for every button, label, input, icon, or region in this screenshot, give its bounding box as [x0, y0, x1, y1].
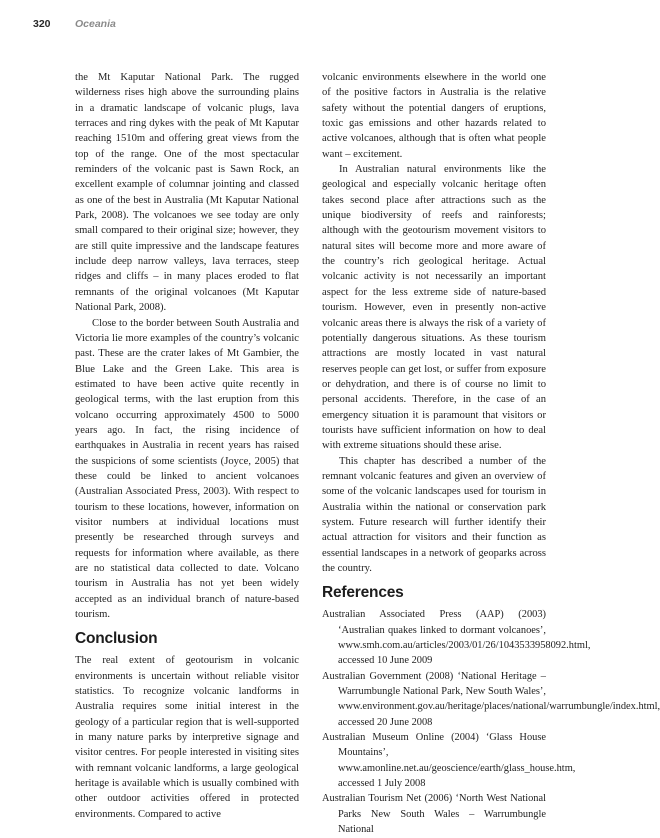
references-heading: References [322, 584, 404, 602]
body-paragraph: The real extent of geotourism in volcanic environments is uncertain without reliable visitor statistics. To recognize volcanic landforms in Australia requires some initial interest in the geology of a particular region that is well-supported in many nature parks by interpretive signage and visitor centres. For people interested in visiting sites with remnant volcanic landforms, a large geological heritage is available which is usually combined with other outdoor activities offered in protected environments. Compared to active [75, 655, 299, 820]
running-title: Oceania [75, 18, 116, 30]
conclusion-heading: Conclusion [75, 630, 158, 648]
body-paragraph: the Mt Kaputar National Park. The rugged wilderness rises high above the surrounding plains in a dramatic landscape of volcanic plugs, lava terraces and ring dykes with the peak of Mt Kaputar reaching 1510m and offering great views from the top of the range. One of the most spectacular reminders of the volcanic past is Sawn Rock, an excellent example of columnar jointing and classed as one of the best in Australia (Mt Kaputar National Park, 2008). The volcanoes we see today are only small compared to their original size; however, they are still quite impressive and the landscape features include deep narrow valleys, lava terraces, steep ridges and cliffs – in many places eroded to flat remnants of the original volcanoes (Mt Kaputar National Park, 2008). [75, 72, 299, 314]
right-column [322, 70, 660, 838]
body-paragraph: volcanic environments elsewhere in the world one of the positive factors in Australia is the relative safety without the potential dangers of eruptions, toxic gas emissions and other hazards related to active volcanoes, although that is often what people want – excitement. [322, 72, 546, 160]
body-paragraph: Close to the border between South Australia and Victoria lie more examples of the country’s volcanic past. These are the crater lakes of Mt Gambier, the Blue Lake and the Green Lake. This area is estimated to have been active quite recently in geological terms, with the last eruption from this volcano occurring approximately 4500 to 5000 years ago. In fact, the rising incidence of earthquakes in Australia in recent years has raised the suspicions of some scientists (Joyce, 2005) that these could be linked to ancient volcanoes (Australian Associated Press, 2003). With respect to tourism to these locations, however, information on visitor numbers at individual locations must presently be researched through surveys and requests for information where available, as there are no statistical data collected to date. Volcano tourism in Australia has not yet been widely accepted as an individual branch of nature-based tourism. [75, 317, 299, 621]
left-column [75, 70, 299, 822]
body-paragraph: This chapter has described a number of the remnant volcanic features and given an overview of some of the volcanic landscapes used for tourism in Australia within the national or conservation park system. Future research will further identify their actual attraction for visitors and their function as essential landscapes in a network of geoparks across the country. [322, 455, 546, 574]
page-number: 320 [33, 18, 51, 30]
reference-entry: Australian Government (2008) ‘National Heritage – Warrumbungle National Park, New South Wales’, www.environment.gov.au/heritage/places/national/warrumbungle/index.html, accessed 20 June 2008 [322, 670, 660, 728]
reference-entry: Australian Tourism Net (2006) ‘North West National Parks New South Wales – Warrumbungle National [322, 793, 546, 836]
body-paragraph: In Australian natural environments like the geological and especially volcanic heritage often takes second place after attractions such as the unique biodiversity of reefs and rainforests; although with the geotourism movement visitors to natural sites will become more and more aware of the country’s rich geological heritage. Actual volcanic activity is not necessarily an important aspect for the less extreme side of nature-based tourism. However, even in presently non-active volcanic areas there is always the risk of a variety of potentially dangerous situations. As these tourism attractions are mostly located in vast natural reserves people can get lost, or suffer from exposure or dehydration, and there is of course no limit to personal accidents. Therefore, in the case of an emergency situation it is paramount that visitors or tourists have sufficient information on how to deal with extreme situations should these arise. [322, 164, 546, 452]
reference-entry: Australian Museum Online (2004) ‘Glass House Mountains’, www.amonline.net.au/geoscience/earth/glass_house.htm, accessed 1 July 2008 [322, 732, 576, 790]
page-header [0, 0, 613, 40]
reference-entry: Australian Associated Press (AAP) (2003) ‘Australian quakes linked to dormant volcanoes’, www.smh.com.au/articles/2003/01/26/1043533958092.html, accessed 10 June 2009 [322, 609, 591, 667]
reference-list [322, 607, 660, 837]
